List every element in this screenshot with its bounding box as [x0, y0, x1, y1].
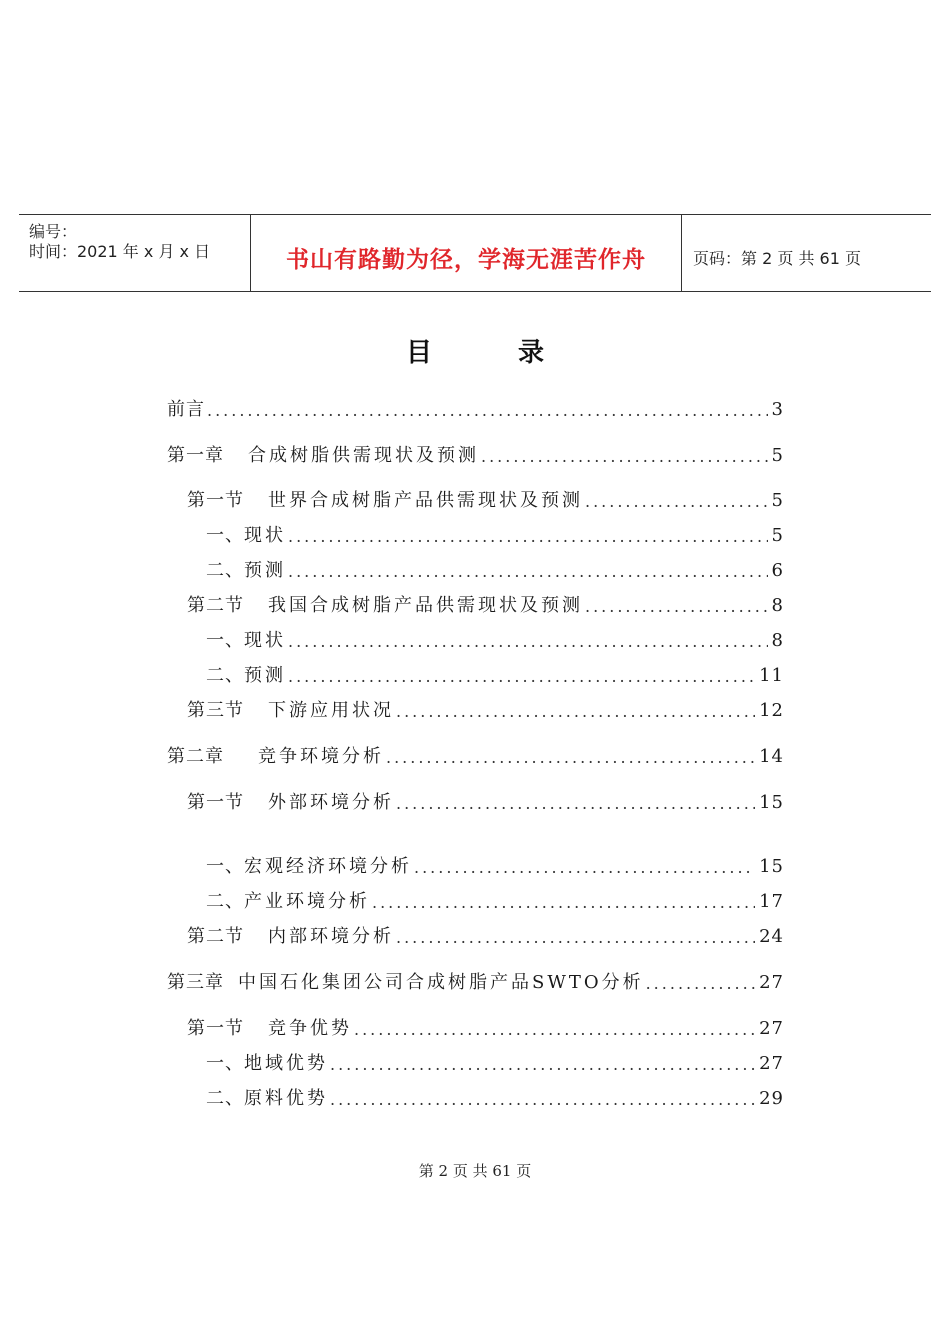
toc-entry-label	[167, 745, 384, 769]
toc-dot-leader	[646, 973, 756, 995]
toc-dot-leader	[288, 631, 768, 653]
toc-entry-page-number: 5	[771, 525, 784, 546]
toc-entry-page-number: 5	[771, 490, 784, 511]
toc-entry-title: 下游应用状况	[268, 700, 394, 721]
toc-entry-title: 内部环境分析	[268, 926, 394, 947]
toc-entry-number: 一、	[206, 525, 244, 546]
toc-entry-title: 现状	[244, 525, 286, 546]
toc-title-char-2: 录	[518, 338, 545, 368]
toc-entry-number: 第三章	[167, 972, 224, 993]
toc-entry-label	[187, 1017, 352, 1041]
number-label: 编号：	[29, 222, 78, 241]
toc-entry-page-number: 17	[759, 891, 784, 912]
toc-entry[interactable]	[187, 791, 784, 815]
toc-entry[interactable]	[206, 1052, 784, 1076]
toc-dot-leader	[288, 666, 755, 688]
toc-entry[interactable]	[206, 524, 784, 548]
toc-entry-page-number: 14	[759, 746, 784, 767]
page-footer: 第 2 页 共 61 页	[418, 1162, 532, 1180]
motto-text: 书山有路勤为径，学海无涯苦作舟	[286, 247, 646, 273]
toc-dot-leader	[372, 892, 755, 914]
toc-dot-leader	[396, 701, 755, 723]
toc-entry-page-number: 3	[771, 399, 784, 420]
toc-dot-leader	[330, 1054, 755, 1076]
toc-entry[interactable]	[206, 890, 784, 914]
toc-entry-title: 外部环境分析	[268, 792, 394, 813]
toc-entry-number: 第二章	[167, 746, 224, 767]
toc-entry[interactable]	[167, 398, 784, 422]
toc-entry-number: 二、	[206, 891, 244, 912]
toc-entry-number: 第三节	[187, 700, 244, 721]
toc-dot-leader	[207, 400, 768, 422]
toc-dot-leader	[330, 1089, 755, 1111]
toc-entry[interactable]	[187, 925, 784, 949]
toc-entry-number: 一、	[206, 1053, 244, 1074]
toc-entry-page-number: 11	[759, 665, 784, 686]
toc-entry[interactable]	[187, 1017, 784, 1041]
toc-entry-page-number: 29	[759, 1088, 784, 1109]
toc-entry-label	[206, 524, 286, 548]
toc-entry-number: 一、	[206, 856, 244, 877]
toc-dot-leader	[288, 526, 768, 548]
toc-entry[interactable]	[167, 745, 784, 769]
toc-entry-label	[206, 855, 412, 879]
toc-entry-label	[206, 629, 286, 653]
toc-entry-label	[187, 489, 583, 513]
toc-entry[interactable]	[187, 594, 784, 618]
toc-entry-title: 宏观经济环境分析	[244, 856, 412, 877]
toc-entry-page-number: 27	[759, 1053, 784, 1074]
toc-entry-number: 第一章	[167, 445, 224, 466]
toc-entry-label	[167, 398, 205, 422]
toc-entry[interactable]	[206, 1087, 784, 1111]
toc-entry-title: 合成树脂供需现状及预测	[248, 445, 479, 466]
toc-entry-page-number: 8	[771, 630, 784, 651]
toc-entry-number: 二、	[206, 560, 244, 581]
toc-entry-title: 中国石化集团公司合成树脂产品SWTO分析	[238, 972, 644, 993]
toc-entry[interactable]	[167, 444, 784, 468]
toc-dot-leader	[585, 491, 768, 513]
toc-dot-leader	[386, 747, 755, 769]
toc-entry-title: 现状	[244, 630, 286, 651]
toc-entry-number: 一、	[206, 630, 244, 651]
toc-dot-leader	[396, 927, 755, 949]
toc-entry-page-number: 15	[759, 792, 784, 813]
toc-entry-label	[187, 791, 394, 815]
toc-entry-title: 产业环境分析	[244, 891, 370, 912]
toc-entry-title: 原料优势	[244, 1088, 328, 1109]
toc-entry[interactable]	[206, 559, 784, 583]
toc-entry[interactable]	[206, 629, 784, 653]
toc-entry-number: 二、	[206, 1088, 244, 1109]
toc-entry-number: 二、	[206, 665, 244, 686]
toc-dot-leader	[354, 1019, 755, 1041]
toc-entry-label	[167, 444, 479, 468]
toc-entry-page-number: 8	[771, 595, 784, 616]
toc-entry-title: 我国合成树脂产品供需现状及预测	[268, 595, 583, 616]
toc-entry[interactable]	[187, 699, 784, 723]
toc-entry-page-number: 6	[771, 560, 784, 581]
toc-entry-title: 世界合成树脂产品供需现状及预测	[268, 490, 583, 511]
toc-dot-leader	[585, 596, 768, 618]
toc-entry-page-number: 15	[759, 856, 784, 877]
toc-entry-page-number: 12	[759, 700, 784, 721]
toc-dot-leader	[414, 857, 755, 879]
toc-entry-label	[206, 559, 286, 583]
toc-entry-title: 预测	[244, 665, 286, 686]
toc-entry[interactable]	[206, 855, 784, 879]
toc-entry-title: 地域优势	[244, 1053, 328, 1074]
toc-dot-leader	[288, 561, 768, 583]
toc-entry-label	[206, 1052, 328, 1076]
toc-dot-leader	[481, 446, 768, 468]
toc-entry-title: 竞争环境分析	[258, 746, 384, 767]
toc-entry-label	[187, 925, 394, 949]
toc-entry[interactable]	[187, 489, 784, 513]
toc-entry-page-number: 24	[759, 926, 784, 947]
toc-entry-number: 前言	[167, 399, 205, 420]
time-label: 时间：2021 年 x 月 x 日	[29, 242, 211, 261]
toc-entry[interactable]	[206, 664, 784, 688]
toc-entry-number: 第一节	[187, 792, 244, 813]
toc-entry-label	[187, 594, 583, 618]
toc-entry[interactable]	[167, 971, 784, 995]
toc-entry-title: 预测	[244, 560, 286, 581]
header-page-info: 页码：第 2 页 共 61 页	[693, 249, 861, 268]
toc-entry-page-number: 27	[759, 1018, 784, 1039]
toc-entry-label	[187, 699, 394, 723]
toc-entry-number: 第二节	[187, 926, 244, 947]
toc-title-char-1: 目	[405, 338, 432, 368]
toc-entry-label	[167, 971, 644, 995]
toc-entry-label	[206, 1087, 328, 1111]
toc-entry-label	[206, 664, 286, 688]
toc-entry-page-number: 27	[759, 972, 784, 993]
toc-entry-label	[206, 890, 370, 914]
toc-entry-title: 竞争优势	[268, 1018, 352, 1039]
toc-dot-leader	[396, 793, 755, 815]
toc-entry-page-number: 5	[771, 445, 784, 466]
toc-entry-number: 第一节	[187, 490, 244, 511]
toc-entry-number: 第一节	[187, 1018, 244, 1039]
toc-entry-number: 第二节	[187, 595, 244, 616]
